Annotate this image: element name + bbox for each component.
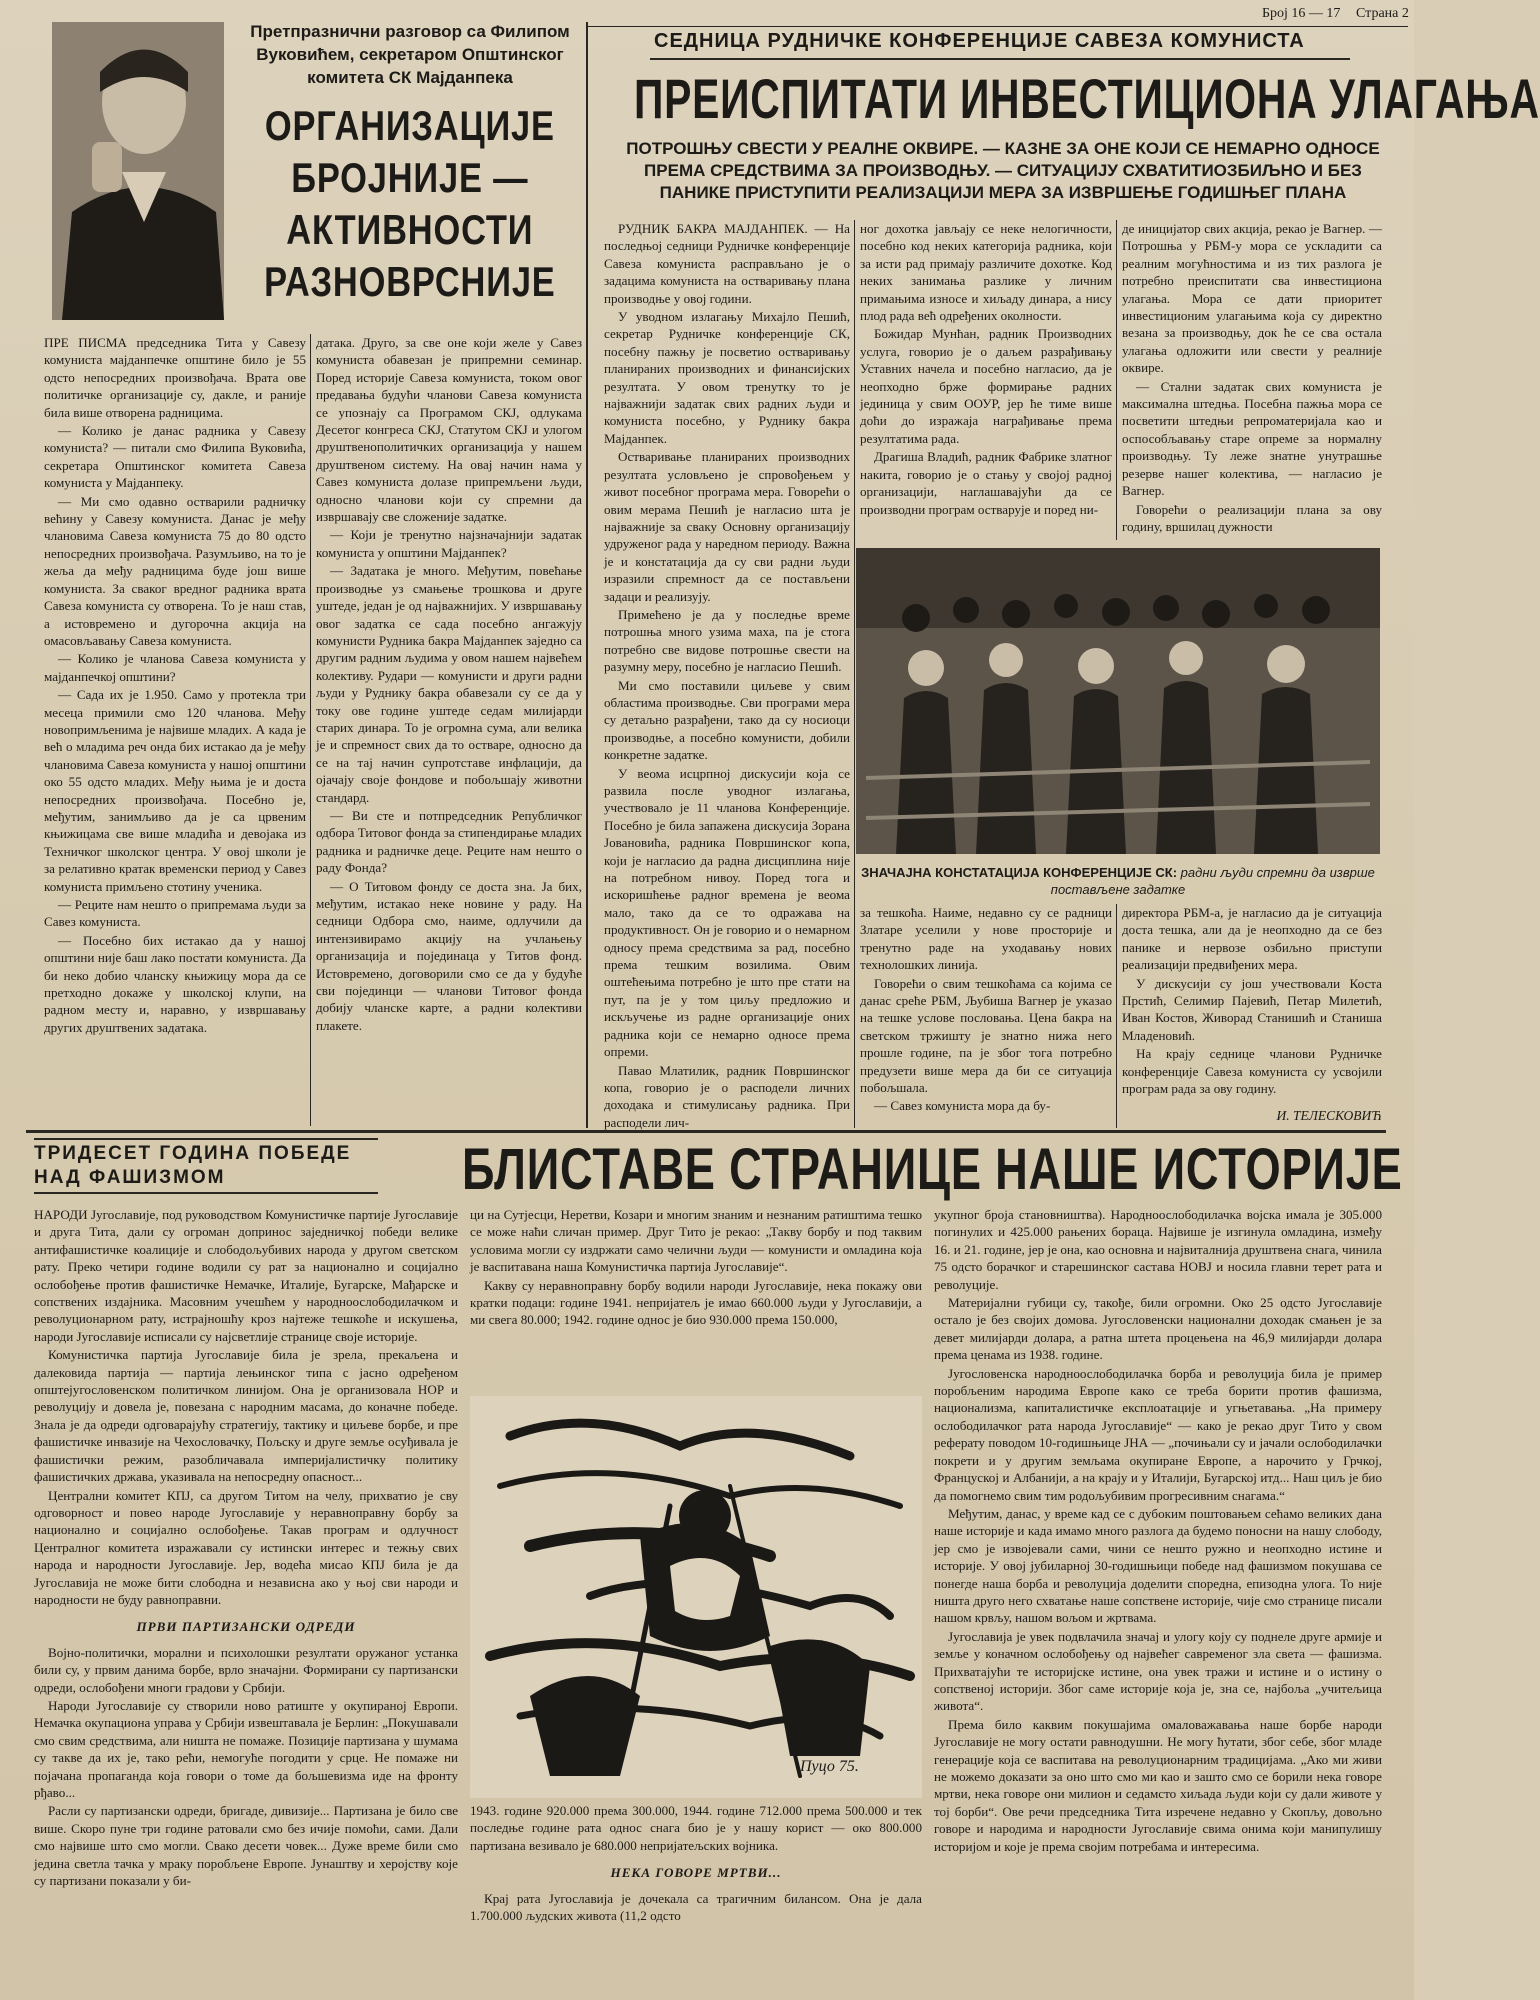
paragraph: — Задатака је много. Међутим, повећање производње уз смањење трошкова и друге уштеде, један је од најважнијих. У извршавању овог задатка се сада посебно ангажују комунисти Рудника бакра Мајданпек заједно са другим радним људима у овом нашем највећем колективу. Рудари — комунисти и други радни људи у Руднику бакра обавезали су се да у току ове године уштеде седам милијарди старих динара. То је огромна сума, али велика је и спремност свих да то остваре, односно да се на тај начин супротставе инфлацији, да ојачају своје фондове и побољшају животни стандард.: [316, 563, 582, 805]
conference-headline-wrap: [634, 62, 1540, 142]
paragraph: — Сада их је 1.950. Само у протекла три месеца примили смо 120 чланова. Међу новопримљенима је највише младих. А када је већ о младима реч онда бих истакао да је међу члановима Савеза комуниста у нашој општини око 55 одсто младих. Међу њима је и доста непосредних произвођача. Посебно је, међутим, занимљиво да је са црвеним књижицама све више младића и девојака из Техничког школског центра. У овој школи је за релативно кратак временски период у Савез комуниста примљено стотину ученика.: [44, 687, 307, 894]
interview-headline: [236, 100, 584, 308]
column-rule: [1116, 220, 1117, 540]
history-column-3: [934, 1206, 1382, 1991]
interview-headline-line: БРОЈНИЈЕ —: [291, 154, 529, 201]
paragraph: директора РБМ-а, је нагласио да је ситуација доста тешка, али да је неопходно да се без панике и нервозе озбиљно приступи реализацији предвиђених мера.: [1122, 905, 1382, 973]
column-rule: [310, 334, 311, 1126]
paragraph: Југословенска народноослободилачка борба и револуција била је пример поробљеним народима Европе како се треба борити против фашизма, национализма, капиталистичке експлоатације и угњетавања. „На примеру ослободилачког рата народа Југославије“ — како је рекао друг Тито у свом реферату поводом 10-годишњице ЈНА — „почињали су и јачали ослободилачки покрети и у другим земљама окупиране Европе, а нарочито у Грчкој, Француској и Албанији, а на крају и у Италији, Бугарској итд... Наш циљ је био да помогнемо свим тим родољубивим прогресивним снагама.“: [934, 1365, 1382, 1503]
header-rule: [588, 26, 1408, 27]
paragraph: На крају седнице чланови Рудничке конференције Савеза комуниста су усвојили програм рада за ову годину.: [1122, 1046, 1382, 1097]
subheading: ПРВИ ПАРТИЗАНСКИ ОДРЕДИ: [136, 1619, 356, 1635]
interview-kicker: Претпразнични разговор са Филипом Вуковићем, секретаром Општинског комитета СК Мајданпека: [250, 22, 570, 87]
article-signature: И. ТЕЛЕСКОВИЋ: [1276, 1108, 1382, 1123]
paragraph: — Посебно бих истакао да у нашој општини није баш лако постати комуниста. Да би неко добио чланску књижицу мора да се претходно докаже у школској клупи, на радном месту и, наравно, у извршавању других друштвених задатака.: [44, 932, 306, 1035]
caption-bold: ЗНАЧАЈНА КОНСТАТАЦИЈА КОНФЕРЕНЦИЈЕ СК:: [861, 865, 1178, 880]
paragraph: — Савез комуниста мора да бу-: [874, 1098, 1051, 1114]
history-column-2b: [470, 1802, 922, 1992]
portrait-photo: [52, 22, 224, 320]
partisan-drawing-icon: [470, 1396, 922, 1798]
photo-caption: [856, 864, 1380, 898]
kicker-rule: [650, 58, 1350, 60]
paragraph: Божидар Мунћан, радник Производних услуга, говорио је о даљем разрађивању Уставних начела и посебно нагласио, да је неопходно брже формирање радних јединица у свим ООУР, јер ће тиме више доћи до изражаја награђивање према резултатима рада.: [860, 326, 1112, 446]
interview-headline-line: АКТИВНОСТИ: [286, 206, 534, 253]
history-column-2: [470, 1206, 922, 1396]
paragraph: 1943. године 920.000 према 300.000, 1944. године 712.000 према 500.000 и тек последње године рата однос снага био је у нашу корист — око 800.000 партизана везивало је 680.000 непријатељских војника.: [470, 1803, 922, 1853]
paragraph: — Стални задатак свих комуниста је максимална штедња. Посебна пажња мора се посветити штедњи репроматеријала као и оспособљавању старе опреме за нормалну производњу. Ту леже знатне унутрашње резерве нашег колектива, — нагласио је Вагнер.: [1122, 378, 1382, 499]
paragraph: де иницијатор свих акција, рекао је Вагнер. — Потрошња у РБМ-у мора се ускладити са реалним могућностима и из тих разлога је потребно преиспитати сва инвестициона улагања. Мора се дати приоритет инвестиционим улагањима која су директно везана за производњу, док ће се сва остала улагања одложити или свести у реалније оквире.: [1122, 221, 1382, 376]
paragraph: — Колико је чланова Савеза комуниста у мајданпечкој општини?: [44, 651, 306, 684]
paragraph: Драгиша Владић, радник Фабрике златног накита, говорио је о стању у својој радној организацији, наглашавајући да се производни програм остварује и поред ни-: [860, 449, 1112, 517]
paragraph: Крај рата Југославија је дочекала са трагичним билансом. Она је дала 1.700.000 људских живота (11,2 одсто: [470, 1890, 922, 1924]
paragraph: Говорећи о свим тешкоћама са којима се данас среће РБМ, Љубиша Вагнер је указао на тешке услове пословања. Цена бакра на светском тржишту је знатно нижа него прошле године, па је због тога потребно предузети више мера да би се ситуација побољшала.: [860, 975, 1112, 1096]
paragraph: ци на Сутјесци, Неретви, Козари и многим знаним и незнаним ратиштима тешко се може наћи сличан пример. Друг Тито је рекао: „Такву борбу и под таквим условима могли су издржати само челични људи — комунисти и омладина која је васпитавана наша Комунистичка партија Југославије“.: [470, 1207, 922, 1275]
history-headline-wrap: [462, 1130, 1403, 1210]
paragraph: ПРЕ ПИСМА председника Тита у Савезу комуниста мајданпечке општине било је 55 одсто непосредних произвођача. Врата ове политичке организације су, дакле, и раније била више отворена радницима.: [44, 335, 306, 420]
history-headline: БЛИСТАВЕ СТРАНИЦЕ НАШЕ ИСТОРИЈЕ: [462, 1137, 1403, 1202]
paragraph: Народи Југославије су створили ново ратиште у окупираној Европи. Немачка окупациона управа у Србији извештавала је Берлин: „Покушавали смо свим средствима, али ништа не помаже. Позиције партизана у шумама су такве да их је, тако рећи, немогуће погодити у срце. Не помаже ни појачана пропаганда која говори о томе да бољшевизма иде на фронту рђаво...: [34, 1697, 458, 1800]
conference-column-2b: [860, 904, 1112, 1128]
paragraph: Говорећи о реализацији плана за ову годину, вршилац дужности: [1122, 501, 1382, 534]
paragraph: за тешкоћа. Наиме, недавно су се радници Златаре уселили у нове просторије и тренутно раде на уходавању нових технолошких линија.: [860, 905, 1112, 973]
war-drawing: [470, 1396, 922, 1798]
paragraph: У веома исцрпној дискусији која се развила после уводног излагања, учествовало је 11 чланова Конференције. Посебно је била запажена дискусија Зорана Јовановића, радника Површинског копа, који је нагласио да радна дисциплина није на потребном нивоу. Поред тога и искоришћење радног времена је веома мало, тако да се то одражава на продуктивност. Он је говорио и о немарном односу према средствима за рад, посебно према тешким возилима. Овим оштећењима потребно је што пре стати на пут, па је у том циљу предложио и искључење из радне организације оних радника који се немарно односе према опреми.: [604, 765, 850, 1060]
interview-headline-line: ОРГАНИЗАЦИЈЕ: [264, 102, 555, 149]
paragraph: Какву су неравноправну борбу водили народи Југославије, нека покажу ови кратки подаци: године 1941. непријатељ је имао 660.000 људи у Југославији, а ми свега 80.000; 1942. године однос је био 930.000 према 150.000,: [470, 1277, 922, 1328]
conference-column-3b: [1122, 904, 1382, 1108]
paragraph: Павао Млатилик, радник Површинског копа, говорио је о расподели личних доходака и стимулисању радника. При расподели лич-: [604, 1062, 850, 1130]
paragraph: Примећено је да у последње време потрошња много узима маха, па је стога потребно све видове потрошње свести на разумну меру, посебно је нагласио Пешић.: [604, 606, 850, 675]
history-kicker: ТРИДЕСЕТ ГОДИНА ПОБЕДЕ НАД ФАШИЗМОМ: [34, 1138, 378, 1194]
paragraph: — Који је тренутно најзначајнији задатак комуниста у општини Мајданпек?: [316, 527, 582, 560]
paragraph: Централни комитет КПЈ, са другом Титом на челу, прихватио је сву одговорност и повео народе Југославије у неравноправну борбу за национално и социјално ослобођење. Такав програм и одлучност Централног комитета изражавали су истински интерес и тежњу свих народа и народности Југославије. Јер, водећа мисао КПЈ била је да Југославија не може бити слободна и независна ако у њој сви народи и народности не буду равноправни.: [34, 1487, 458, 1607]
paragraph: — Колико је данас радника у Савезу комуниста? — питали смо Филипа Вуковића, секретара Општинског комитета Савеза комуниста у Мајданпеку.: [44, 423, 306, 491]
paragraph: Комунистичка партија Југославије била је зрела, прекаљена и далековида партија — партија лењинског типа с јасно одређеном општејугословенском политичком линијом. Она је организовала НОР и револуцију и довела је, повезана с народним масама, до коначне победе. Знала је да одреди одговарајућу стратегију, тактику и циљеве борбе, и пре фашистичке инвазије на Чехословачку, Пољску и друге земље осуђивала је фашистички режим, разобличавала империјалистичку политику фашистичких држава, указивала на непосредну опасност...: [34, 1347, 458, 1485]
interview-column-1: [44, 334, 306, 1126]
paragraph: — Ми смо одавно остварили радничку већину у Савезу комуниста. Данас је међу члановима Савеза комуниста 75 до 80 одсто непосредних произвођача. Разумљиво, на то је жеља да међу радницима буде још више комуниста. За сваког вредног радника врата Савеза комуниста су отворена. То је наш став, а истовремено и дугорочна акција на омасовљавању Савеза комуниста.: [44, 493, 306, 648]
paragraph: Расли су партизански одреди, бригаде, дивизије... Партизана је било све више. Скоро пуне три године ратовали смо без ичије помоћи, сами. Дали смо највише што смо могли. Свако десети човек... Дуже време били смо једина светла тачка у мраку поробљене Европе. Јунаштву и херојству које су партизани показали у би-: [34, 1803, 458, 1889]
conference-column-2: [860, 220, 1112, 540]
paragraph: — Реците нам нешто о припремама људи за Савез комуниста.: [44, 897, 306, 930]
conference-headline: ПРЕИСПИТАТИ ИНВЕСТИЦИОНА УЛАГАЊА: [634, 67, 1540, 130]
interview-column-2: [316, 334, 582, 1126]
conference-column-1: [604, 220, 850, 1128]
caption-text: радни људи спремни да изврше постављене задатке: [1050, 865, 1375, 897]
paragraph: НАРОДИ Југославије, под руководством Комунистичке партије Југославије и друга Тита, дали су огроман допринос заједничкој победи велике антифашистичке коалиције и слободољубивих народа у другом светском рату. Преко четири године водили су рат за национално и социјално ослобођење против фашистичке Немачке, Италије, Бугарске, Мађарске и сопствених издајника. Масовним учешћем у народноослободилачком и револуционарном рату, истрајношћу кроз најтеже тешкоће и искушења, народи Југославије исписали су најсветлије странице своје историје.: [34, 1207, 458, 1344]
paragraph: У уводном излагању Михајло Пешић, секретар Рудничке конференције СК, посебну пажњу је посветио остваривању планираних производних и финансијских резултата. У овом тренутку то је најважнији задатак свих радних људи и комуниста посебно, у Руднику бакра Мајданпек.: [604, 309, 850, 446]
paragraph: Војно-политички, морални и психолошки резултати оружаног устанка били су, у првим данима борбе, врло значајни. Формирани су партизански одреди, ослобођени многи градови у Србији.: [34, 1644, 458, 1695]
paragraph: датака. Друго, за све оне који желе у Савез комуниста обавезан је припремни семинар. Поред историје Савеза комуниста, током овог предавања будући чланови Савеза комуниста се упознају са Програмом СКЈ, одлукама Десетог конгреса СКЈ, Статутом СКЈ и улогом друштвенополитичких организација у нашем друштвеном систему. На овај начин нама у Савез комуниста долазе припремљени људи, односно чланови који су спремни да извршавају све сложеније задатке.: [316, 335, 582, 525]
paragraph: — Ви сте и потпредседник Републичког одбора Титовог фонда за стипендирање младих радника и радничке деце. Реците нам нешто о раду Фонда?: [316, 807, 582, 876]
paragraph: Југославија је увек подвлачила значај и улогу коју су поднеле друге армије и земље у коначном ослобођењу од највећег савременог зла света — фашизма. Прихватајући те историјске истине, она увек тражи и истине и о истину о сопственој историји. Због саме историје која је, зна се, најбоља „учитељица живота“.: [934, 1628, 1382, 1714]
conference-kicker: СЕДНИЦА РУДНИЧКЕ КОНФЕРЕНЦИЈЕ САВЕЗА КОМУНИСТА: [654, 30, 1305, 52]
conference-column-3: [1122, 220, 1382, 540]
paragraph: укупног броја становништва). Народноослободилачка војска имала је 305.000 погинулих и 425.000 рањених бораца. Највише је изгинула омладина, између 16. и 21. године, јер је она, као основна и највиталнија друштвена снага, чинила 75 одсто борачког и старешинског састава НОВЈ и носила главни терет рата и револуције.: [934, 1207, 1382, 1292]
page-number: Страна 2: [1356, 6, 1409, 21]
history-column-1: [34, 1206, 458, 1991]
column-rule: [1116, 904, 1117, 1128]
interview-headline-line: РАЗНОВРСНИЈЕ: [264, 258, 556, 305]
issue-number: Број 16 — 17: [1262, 6, 1341, 21]
paragraph: Ми смо поставили циљеве у свим областима производње. Сви програми мера су детаљно разрађени, тако да су носиоци производње, а посебно комунисти, добили конкретне задатке.: [604, 677, 850, 763]
subheading: НЕКА ГОВОРЕ МРТВИ...: [610, 1865, 782, 1881]
section-rule: [586, 22, 588, 1128]
audience-photo-icon: [856, 548, 1380, 854]
paragraph: Остваривање планираних производних резултата условљено је спровођењем у живот посебног програма мера. Говорећи о овим мерама Пешић је нагласио шта је најважније за сваку Основну организацију удруженог рада у наредном периоду. Важна је и констатација да су сви радни људи изразили спремност да се постављени задаци и реализују.: [604, 449, 850, 604]
paragraph: ног дохотка јављају се неке нелогичности, посебно код неких категорија радника, који за исти рад примају различите дохотке. Код неких занимања разлике у личним примањима износе и хиљаду динара, а нису плод рада већ одређених околности.: [860, 221, 1112, 324]
paragraph: Према било каквим покушајима омаловажавања наше борбе народи Југославије не могу остати равнодушни. Не могу ћутати, због себе, због младе генерације која се васпитава на револуционарним традицијама. „Ако ми живи не можемо доказати за оно што смо ми као и зашто смо се борили нека говоре мртви, нека говоре они милион и седамсто хиљада људи који су дали животе у тој борби“. Ове речи председника Тита изречене недавно у Скопљу, довољно говоре и народима и народности Југославије свима онима који манипулишу историјом и које је према својим потребама и интересима.: [934, 1716, 1382, 1854]
column-rule: [854, 220, 855, 1128]
drawing-signature: Пуцо 75.: [800, 1758, 859, 1775]
paragraph: Међутим, данас, у време кад се с дубоким поштовањем сећамо великих дана наше историје и када имамо много разлога да будемо поносни на нашу слободу, јер смо је извојевали сами, чини се нешто ружно и неопходно истине и историје. У овој јубиларној 30-годишњици победе над фашизмом покушава се понегде наша борба и револуција доделити споредна, епизодна улога. То није ништа друго него схватање наше сопствене историје, чије смо странице писали нашом крвљу, нашом вољом и жртвама.: [934, 1505, 1382, 1626]
conference-deck: ПОТРОШЊУ СВЕСТИ У РЕАЛНЕ ОКВИРЕ. — КАЗНЕ ЗА ОНЕ КОЈИ СЕ НЕМАРНО ОДНОСЕ ПРЕМА СРЕДСТВИМА ЗА ПРОИЗВОДЊУ. — СИТУАЦИЈУ СХВАТИТИОЗБИЉНО И БЕЗ ПАНИКЕ ПРИСТУПИТИ РЕАЛИЗАЦИЈИ МЕРА ЗА ИЗВРШЕЊЕ ГОДИШЊЕГ ПЛАНА: [626, 139, 1380, 202]
conference-photo: [856, 548, 1380, 854]
paragraph: РУДНИК БАКРА МАЈДАНПЕК. — На последњој седници Рудничке конференције Савеза комуниста расправљано је о задацима комуниста на остваривању плана производње у овој години.: [604, 221, 850, 306]
paragraph: Материјални губици су, такође, били огромни. Око 25 одсто Југославије остало је без својих домова. Југословенски национални доходак смањен је за девет милијарди долара, а ратна штета процењена на 46,9 милијарди долара према ценама из 1938. године.: [934, 1295, 1382, 1363]
portrait-figure-icon: [52, 22, 224, 320]
paragraph: У дискусији су још учествовали Коста Прстић, Селимир Пајевић, Петар Милетић, Иван Костов, Живорад Станишић и Станиша Младеновић.: [1122, 975, 1382, 1043]
paragraph: — О Титовом фонду се доста зна. Ја бих, међутим, истакао неке новине у раду. На седници Одбора смо, наиме, одлучили да интензивирамо акцију на учлањењу организација и појединаца у Титов фонд. Истовремено, договорили смо се да у будуће сви појединци — чланови Титовог фонда добију чланске карте, а радни колективи плакете.: [316, 878, 582, 1033]
